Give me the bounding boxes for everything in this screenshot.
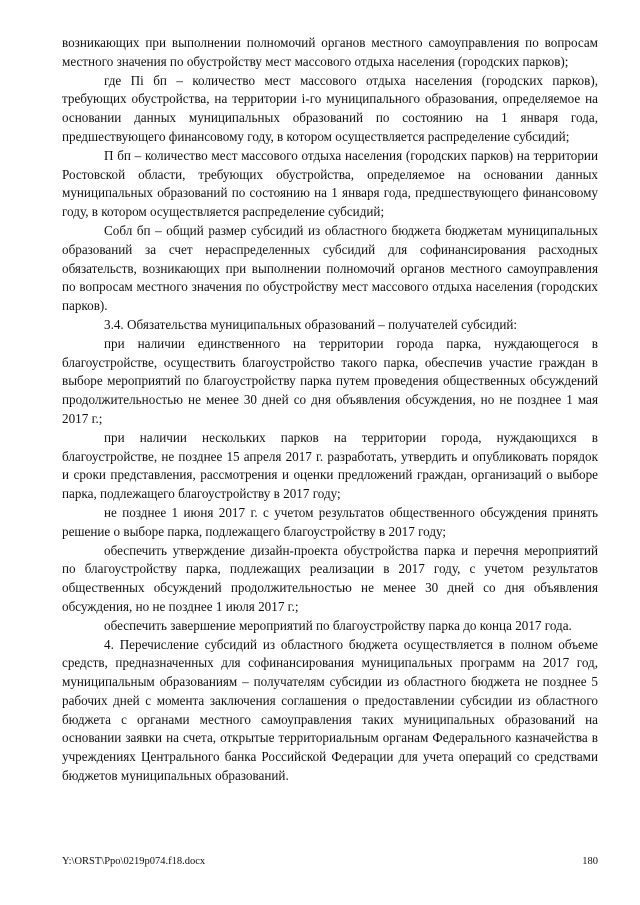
paragraph-decision-deadline: не позднее 1 июня 2017 г. с учетом результатов общественного обсуждения принять решение о выборе парка, подлежащего благоустройству в 2017 году; [62, 504, 598, 539]
paragraph-definition-pi: где Пі бп – количество мест массового отдыха населения (городских парков), требующих обустройства, на территории і-го муниципального образования, определяемое на основании данных муниципальных образований по состоянию на 1 января года, предшествующего финансовому году, в котором осуществляется распределение субсидий; [62, 72, 598, 144]
paragraph-section-4: 4. Перечисление субсидий из областного бюджета осуществляется в полном объеме средств, предназначенных для софинансирования муниципальных программ на 2017 год, муниципальным образованиям – получателям субсидии из областного бюджета не позднее 5 рабочих дней с момента заключения соглашения о предоставлении субсидии из областного бюджета с органами местного самоуправления таких муниципальных образований на основании заявки на счета, открытые территориальным органам Федерального казначейства в учреждениях Центрального банка Российской Федерации для учета операций со средствами бюджетов муниципальных образований. [62, 636, 598, 784]
paragraph-design-approval: обеспечить утверждение дизайн-проекта обустройства парка и перечня мероприятий по благоустройству парка, подлежащих реализации в 2017 году, с учетом результатов общественных обсуждений продолжительностью не менее 30 дней со дня объявления обсуждения, но не позднее 1 июля 2017 г.; [62, 542, 598, 614]
paragraph-definition-sobl: Собл бп – общий размер субсидий из областного бюджета бюджетам муниципальных образований за счет нераспределенных субсидий для софинансирования расходных обязательств, возникающих при выполнении полномочий органов местного самоуправления по вопросам местного значения по обустройству мест массового отдыха населения (городских парков). [62, 222, 598, 314]
paragraph-single-park: при наличии единственного на территории города парка, нуждающегося в благоустройстве, осуществить благоустройство такого парка, обеспечив участие граждан в выборе мероприятий по благоустройству парка путем проведения общественных обсуждений продолжительностью не менее 30 дней со дня объявления обсуждения, но не позднее 1 мая 2017 г.; [62, 335, 598, 426]
page-number: 180 [582, 856, 598, 867]
section-heading-3-4: 3.4. Обязательства муниципальных образований – получателей субсидий: [104, 316, 518, 332]
paragraph-definition-p: П бп – количество мест массового отдыха населения (городских парков) на территории Ростовской области, требующих обустройства, определяемое на основании данных муниципальных образований по состоянию на 1 января года, предшествующего финансовому году, в котором осуществляется распределение субсидий; [62, 147, 598, 220]
paragraph-several-parks: при наличии нескольких парков на территории города, нуждающихся в благоустройстве, не позднее 15 апреля 2017 г. разработать, утвердить и опубликовать порядок и сроки представления, рассмотрения и оценки предложений граждан, организаций о выборе парка, подлежащего благоустройству в 2017 году; [62, 429, 598, 502]
file-path: Y:\ORST\Ppo\0219p074.f18.docx [62, 856, 206, 867]
paragraph-completion: обеспечить завершение мероприятий по благоустройству парка до конца 2017 года. [104, 617, 572, 633]
paragraph-continuation: возникающих при выполнении полномочий органов местного самоуправления по вопросам местного значения по обустройству мест массового отдыха населения (городских парков); [62, 35, 598, 69]
document-page [62, 34, 598, 786]
